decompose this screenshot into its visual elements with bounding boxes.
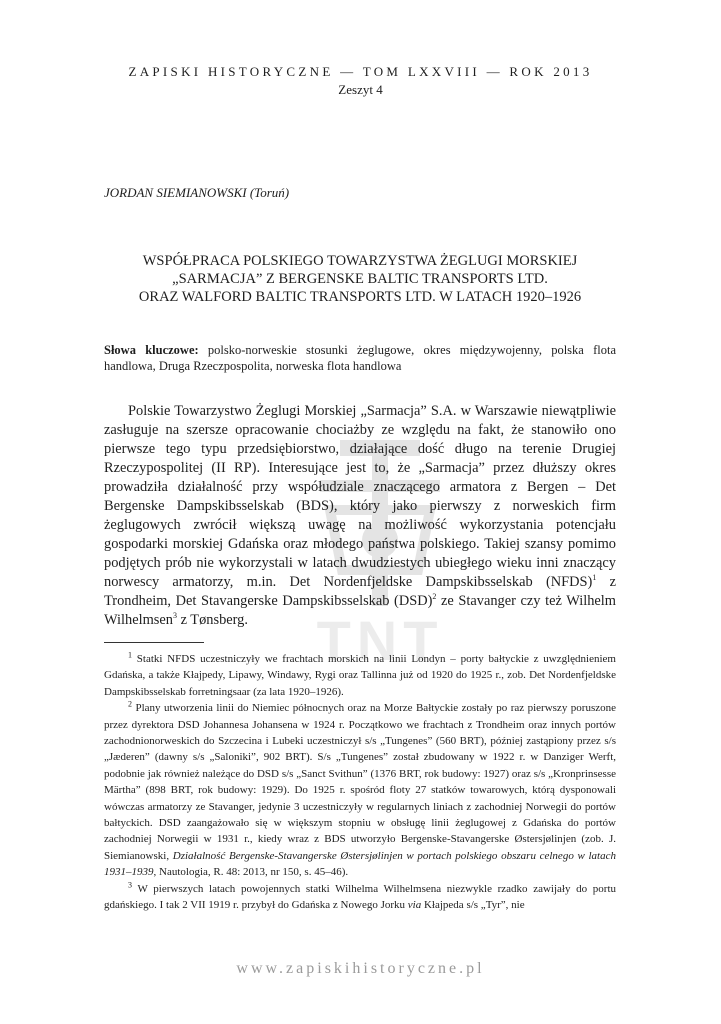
- footnote-separator: [104, 642, 204, 643]
- footnotes: [104, 651, 616, 914]
- footnote-text: Statki NFDS uczestniczyły we frachtach morskich na linii Londyn – porty bałtyckie z uwzględnieniem Gdańska, a także Kłajpedy, Lipawy, Windawy, Rygi oraz Tallinna już od 1920 do 1925 r., zob. Det Nordenfjeldske Dampskibsselskab forretningsaar (za lata 1920–1926).: [104, 653, 616, 698]
- footnote-number: 1: [128, 650, 132, 660]
- website-footer[interactable]: www.zapiskihistoryczne.pl: [236, 960, 485, 977]
- article-body: [104, 402, 616, 630]
- title-line-3: ORAZ WALFORD BALTIC TRANSPORTS LTD. W LATACH 1920–1926: [138, 289, 582, 305]
- body-paragraph: [104, 402, 616, 630]
- footnote-3: [104, 881, 616, 914]
- footnote-number: 3: [128, 880, 132, 890]
- footnote-1: [104, 651, 616, 700]
- body-text: z Tønsberg.: [176, 612, 248, 628]
- article-author: JORDAN SIEMIANOWSKI (Toruń): [104, 185, 290, 200]
- title-line-1: WSPÓŁPRACA POLSKIEGO TOWARZYSTWA ŻEGLUGI MORSKIEJ: [142, 253, 578, 269]
- footnote-citation-title: Działalność Bergenske-Stavangerske Østersjølinjen w portach polskiego obszaru celnego w latach 1931–1939: [104, 849, 616, 879]
- issue-number: Zeszyt 4: [338, 82, 383, 97]
- body-text: ze Stavanger czy też Wilhelm Wilhelmsen: [104, 593, 616, 628]
- footnote-text: Plany utworzenia linii do Niemiec północnych oraz na Morze Bałtyckie zostały po raz pierwszy poruszone przez dyrektora DSD Johannesa Johansena w 1924 r. Początkowo we frachtach z Trondheim oraz innych portów zachodnionorweskich do Szczecina i Lubeki uczestniczył s/s „Tungenes” (560 BRT), później zastąpiony przez s/s „Jæderen” (dawny s/s „Saloniki”, 902 BRT). S/s „Tungenes” został zbudowany w 1922 r. w Danziger Werft, podobnie jak również należące do DSD s/s „Sanct Svithun” (1376 BRT, rok budowy: 1927) oraz s/s „Kronprinsesse Märtha” (898 BRT, rok budowy: 1929). Do 1925 r. spośród floty 27 statków towarowych, którą dysponowali wówczas armatorzy ze Stavanger, jedynie 3 uczestniczyły w regularnych liniach z zachodniej Norwegii do portów bałtyckich. DSD zaangażowało się w większym stopniu w obsługę linii żeglugowej z Gdańska do portów zachodniej Norwegii w 1931 r., kiedy wraz z BDS utworzyło Bergenske-Stavangerske Østersjølinjen (zob. J. Siemianowski,: [104, 702, 616, 862]
- keywords-label: Słowa kluczowe:: [104, 343, 199, 357]
- journal-header: ZAPISKI HISTORYCZNE — TOM LXXVIII — ROK 2013: [128, 64, 593, 79]
- keywords-text: polsko-norweskie stosunki żeglugowe, okres międzywojenny, polska flota handlowa, Druga Rzeczpospolita, norweska flota handlowa: [104, 343, 616, 373]
- watermark-letters: TNT: [316, 609, 444, 672]
- footnote-text: , Nautologia, R. 48: 2013, nr 150, s. 45–46).: [153, 866, 349, 879]
- footnote-2: [104, 700, 616, 880]
- footnote-italic-word: via: [407, 899, 422, 912]
- footnote-ref[interactable]: 2: [432, 592, 437, 602]
- footnote-text: W pierwszych latach powojennych statki Wilhelma Wilhelmsena niezwykle rzadko zawijały do portu gdańskiego. I tak 2 VII 1919 r. przybył do Gdańska z Nowego Jorku: [104, 882, 616, 912]
- keywords: [104, 342, 616, 374]
- article-title: [104, 252, 616, 306]
- body-text: z Trondheim, Det Stavangerske Dampskibsselskab (DSD): [104, 574, 616, 609]
- body-text: Polskie Towarzystwo Żeglugi Morskiej „Sarmacja” S.A. w Warszawie niewątpliwie zasługuje na szersze opracowanie chociażby ze względu na fakt, że stanowiło ono pierwsze tego typu przedsiębiorstwo, działające dość długo na terenie Drugiej Rzeczypospolitej (II RP). Interesujące jest to, że „Sarmacja” przez dłuższy okres prowadziła działalność przy współudziale znaczącego armatora z Bergen – Det Bergenske Dampskibsselskab (BDS), który jako pierwszy z norweskich firm żeglugowych zwrócił większą uwagę na możliwość wykorzystania potencjału gospodarki morskiej Gdańska oraz młodego państwa polskiego. Takiej szansy pomimo podjętych prób nie wykorzystali w latach dwudziestych ubiegłego wieku inni znaczący norwescy armatorzy, m.in. Det Nordenfjeldske Dampskibsselskab (NFDS): [104, 403, 616, 590]
- footnote-number: 2: [128, 699, 132, 709]
- title-line-2: „SARMACJA” Z BERGENSKE BALTIC TRANSPORTS LTD.: [172, 271, 548, 287]
- footnote-ref[interactable]: 3: [172, 611, 177, 621]
- footnote-text: Kłajpeda s/s „Tyr”, nie: [421, 899, 525, 912]
- footnote-ref[interactable]: 1: [592, 573, 597, 583]
